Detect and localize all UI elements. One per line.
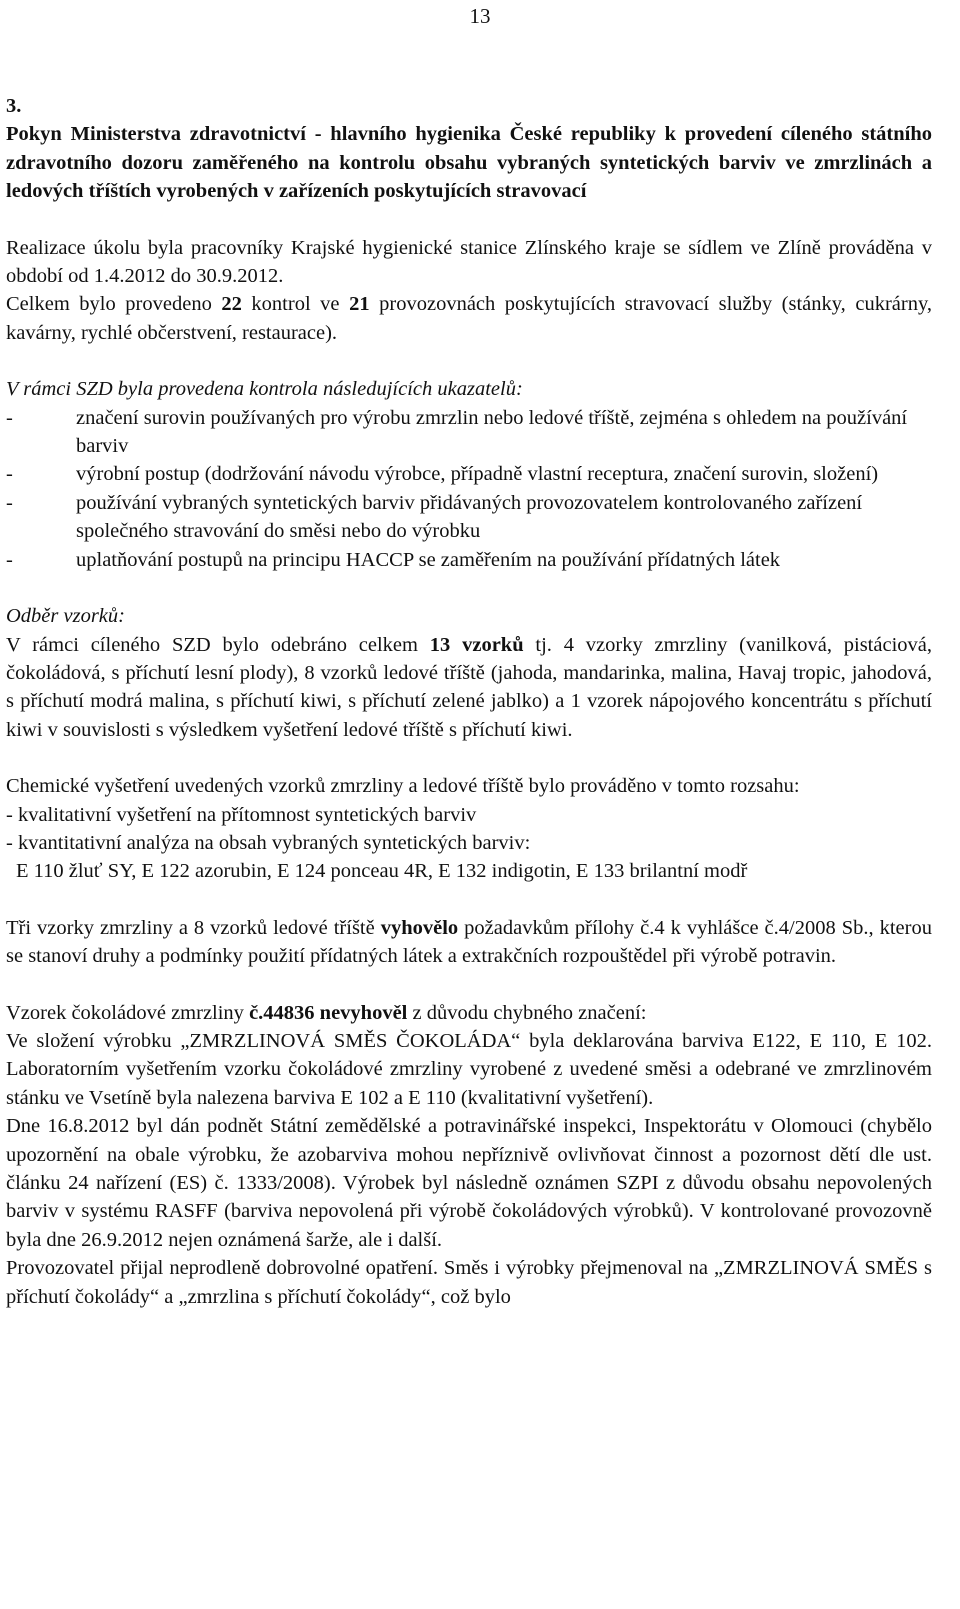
failed-header: Vzorek čokoládové zmrzliny č.44836 nevyhověl z důvodu chybného značení: <box>6 1001 647 1024</box>
page-number: 13 <box>469 4 491 28</box>
spacer <box>6 206 932 234</box>
chemical-line-2: - kvantitativní analýza na obsah vybraných syntetických barviv: <box>6 831 531 854</box>
indicators-title: V rámci SZD byla provedena kontrola následujících ukazatelů: <box>6 378 523 401</box>
list-dash: - <box>6 548 13 571</box>
provozoven-count: 21 <box>349 293 370 316</box>
spacer <box>6 347 932 375</box>
chemical-dyes: E 110 žluť SY, E 122 azorubin, E 124 ponceau 4R, E 132 indigotin, E 133 brilantní modř <box>16 860 748 883</box>
spacer <box>6 574 932 602</box>
intro-celkem: Celkem bylo provedeno 22 kontrol ve 21 provozovnách poskytujících stravovací služby (stánky, cukrárny, kavárny, rychlé občerstvení, restaurace). <box>6 293 933 344</box>
list-item: - uplatňování postupů na principu HACCP se zaměřením na používání přídatných látek <box>6 546 932 574</box>
list-dash: - <box>6 491 13 514</box>
spacer <box>6 886 932 914</box>
spacer <box>6 971 932 999</box>
list-item: - používání vybraných syntetických barviv přidávaných provozovatelem kontrolovaného zařízení společného stravování do směsi nebo do výrobku <box>6 489 932 546</box>
samples-text: V rámci cíleného SZD bylo odebráno celkem 13 vzorků tj. 4 vzorky zmrzliny (vanilková, pistáciová, čokoládová, s příchutí lesní plody), 8 vzorků ledové tříště (jahoda, mandarinka, malina, Havaj tropic, jahodová, s příchutí modrá malina, s příchutí kiwi, s příchutí zelené jablko) a 1 vzorek nápojového koncentrátu s příchutí kiwi v souvislosti s výsledkem vyšetření ledové tříště s příchutí kiwi. <box>6 633 932 741</box>
chemical-line-1: - kvalitativní vyšetření na přítomnost syntetických barviv <box>6 803 477 826</box>
failed-sample-number: č.44836 <box>249 1001 315 1024</box>
result-text: Tři vzorky zmrzliny a 8 vzorků ledové tříště vyhovělo požadavkům přílohy č.4 k vyhlášce č.4/2008 Sb., kterou se stanoví druhy a podmínky použití přídatných látek a extrakčních rozpouštědel při výrobě potravin. <box>6 916 932 968</box>
samples-title: Odběr vzorků: <box>6 605 125 628</box>
failed-composition: Ve složení výrobku „ZMRZLINOVÁ SMĚS ČOKOLÁDA“ byla deklarována barviva E122, E 110, E 102. Laboratorním vyšetřením vzorku čokoládové zmrzliny vyrobené z uvedené směsi a odebrané ve zmrzlinovém stánku ve Vsetíně byla nalezena barviva E 102 a E 110 (kvalitativní vyšetření). <box>6 1029 932 1109</box>
result-passed: vyhovělo <box>380 916 459 939</box>
kontrol-count: 22 <box>221 293 242 316</box>
failed-status: nevyhověl <box>319 1001 408 1024</box>
list-item: - výrobní postup (dodržování návodu výrobce, případně vlastní receptura, značení surovin, složení) <box>6 460 932 488</box>
section-heading: Pokyn Ministerstva zdravotnictví - hlavního hygienika České republiky k provedení cíleného státního zdravotního dozoru zaměřeného na kontrolu obsahu vybraných syntetických barviv ve zmrzlinách a ledových tříštích vyrobených v zařízeních poskytujících stravovací <box>6 123 932 203</box>
section-number: 3. <box>6 95 22 117</box>
spacer <box>6 744 932 772</box>
chemical-intro: Chemické vyšetření uvedených vzorků zmrzliny a ledové tříště bylo prováděno v tomto rozsahu: <box>6 775 800 798</box>
list-item: - značení surovin používaných pro výrobu zmrzlin nebo ledové tříště, zejména s ohledem na používání barviv <box>6 404 932 461</box>
samples-total: 13 vzorků <box>429 633 524 656</box>
list-dash: - <box>6 463 13 486</box>
failed-measure: Provozovatel přijal neprodleně dobrovolné opatření. Směs i výrobky přejmenoval na „ZMRZLINOVÁ SMĚS s příchutí čokolády“ a „zmrzlina s příchutí čokolády“, což bylo <box>6 1257 932 1308</box>
failed-notice: Dne 16.8.2012 byl dán podnět Státní zemědělské a potravinářské inspekci, Inspektorátu v Olomouci (chybělo upozornění na obale výrobku, že azobarviva mohou nepříznivě ovlivňovat činnost a pozornost dětí dle ust. článku 24 nařízení (ES) č. 1333/2008). Výrobek byl následně oznámen SZPI z důvodu obsahu nepovolených barviv v systému RASFF (barviva nepovolená při výrobě čokoládových výrobků). V kontrolované provozovně byla dne 26.9.2012 nejen oznámená šarže, ale i další. <box>6 1115 932 1251</box>
document-body <box>6 92 932 1311</box>
list-dash: - <box>6 406 13 429</box>
intro-realizace: Realizace úkolu byla pracovníky Krajské hygienické stanice Zlínského kraje se sídlem ve Zlíně prováděna v období od 1.4.2012 do 30.9.2012. <box>6 236 932 288</box>
